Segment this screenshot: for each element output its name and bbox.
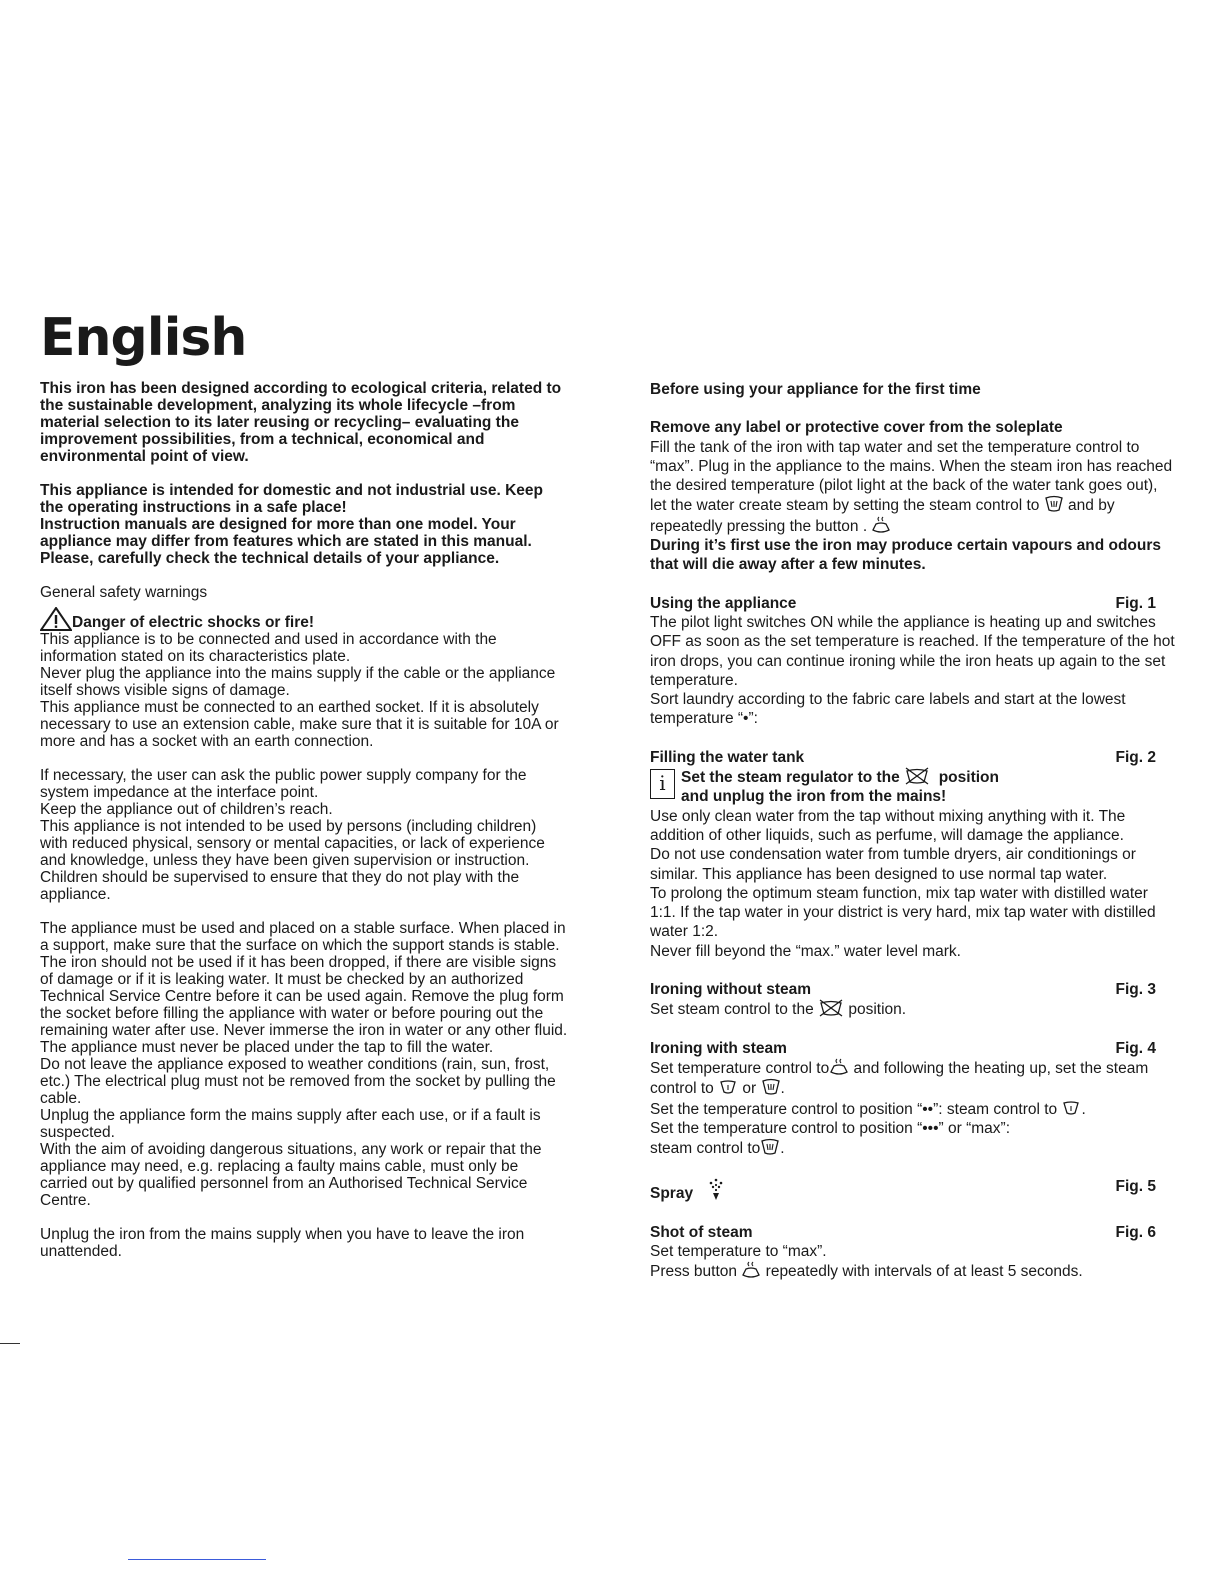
fig6-label: Fig. 6 (1115, 1223, 1156, 1241)
temp-position-2-text: Set the temperature control to position “••”: steam control to . (650, 1100, 1086, 1118)
shot-text-1: Set temperature to “max”. (650, 1242, 827, 1260)
safety-p5: Keep the appliance out of children’s reach. (40, 801, 333, 818)
with-steam-text: Set temperature control to and following the heating up, set the steam control to or . (650, 1059, 1149, 1098)
using-heading: Using the appliance (650, 594, 797, 612)
safety-p1: This appliance is to be connected and used in accordance with the information stated on its characteristics plate. (40, 631, 497, 665)
spray-icon (706, 1177, 726, 1201)
safety-p11: Unplug the appliance form the mains supply after each use, or if a fault is suspected. (40, 1107, 541, 1141)
steam-max-icon (760, 1138, 780, 1156)
fig2-label: Fig. 2 (1115, 748, 1156, 766)
steam-min-icon (1061, 1099, 1081, 1117)
left-column (40, 380, 568, 1260)
shot-text-2: Press button repeatedly with intervals of at least 5 seconds. (650, 1263, 1083, 1281)
first-use-warning: During it’s first use the iron may produce certain vapours and odours that will die away after a few minutes. (650, 537, 1162, 574)
footer-rule (128, 1559, 266, 1560)
margin-mark (0, 1343, 20, 1344)
without-steam-text: Set steam control to the position. (650, 1001, 907, 1019)
safety-p7: Children should be supervised to ensure that they do not play with the appliance. (40, 869, 520, 903)
info-icon: i (650, 769, 675, 799)
safety-p9: The iron should not be used if it has been dropped, if there are visible signs of damage or if it is leaking water. It must be checked by an authorized Technical Service Centre before it can be used again. Remove the plug form the socket before filling the appliance with water or before pouring out the remaining water after use. Never immerse the iron in water or any other fluid. The appliance must never be placed under the tap to fill the water. (40, 954, 568, 1056)
right-column (650, 380, 1178, 1282)
safety-p12: With the aim of avoiding dangerous situations, any work or repair that the appliance may need, e.g. replacing a faulty mains cable, must only be carried out by qualified personnel from an Authorised Technical Service Centre. (40, 1141, 542, 1209)
warning-triangle-icon (40, 607, 72, 631)
info-notice: i Set the steam regulator to the position and unplug the iron from the mains! (650, 767, 1178, 807)
fig5-label: Fig. 5 (1115, 1178, 1156, 1196)
safety-p8: The appliance must be used and placed on a stable surface. When placed in a support, make sure that the surface on which the support stands is stable. (40, 920, 566, 954)
shot-of-steam-button-icon (741, 1261, 761, 1279)
safety-p6: This appliance is not intended to be used by persons (including children) with reduced physical, sensory or mental capacities, or lack of experience and knowledge, unless they have been given supervision or instruction. (40, 818, 545, 869)
prolong-text: To prolong the optimum steam function, mix tap water with distilled water 1:1. If the tap water in your district is very hard, mix tap water with distilled water 1:2. (650, 884, 1156, 941)
shot-of-steam-heading: Shot of steam (650, 1223, 753, 1241)
page-title: English (40, 308, 247, 368)
remove-label-heading: Remove any label or protective cover from the soleplate (650, 419, 1063, 437)
using-text: The pilot light switches ON while the appliance is heating up and switches OFF as soon as the set temperature is reached. If the temperature of the hot iron drops, you can continue ironing while the iron heats up again to the set temperature. (650, 613, 1175, 689)
fill-tank-text: Fill the tank of the iron with tap water and set the temperature control to “max”. Plug in the appliance to the mains. When the steam iron has reached the desired temperature (pilot light at the back of the water tank goes out), let the water create steam by setting the steam control to and by repeatedly pressing the button . (650, 438, 1173, 535)
condensation-text: Do not use condensation water from tumble dryers, air conditionings or similar. This appliance has been designed to use normal tap water. (650, 846, 1136, 883)
safety-p4: If necessary, the user can ask the public power supply company for the system impedance at the interface point. (40, 767, 527, 801)
steam-max-icon (761, 1078, 781, 1096)
with-steam-heading: Ironing with steam (650, 1039, 787, 1057)
unplug-warning: and unplug the iron from the mains! (681, 788, 947, 806)
clean-water-text: Use only clean water from the tap without mixing anything with it. The addition of other liquids, such as perfume, will damage the appliance. (650, 807, 1126, 844)
temp-position-3-text: Set the temperature control to position “•••” or “max”: steam control to . (650, 1119, 1011, 1158)
safety-p10: Do not leave the appliance exposed to weather conditions (rain, sun, frost, etc.) The electrical plug must not be removed from the socket by pulling the cable. (40, 1056, 556, 1107)
without-steam-heading: Ironing without steam (650, 981, 812, 999)
fig1-label: Fig. 1 (1115, 594, 1156, 612)
never-fill-text: Never fill beyond the “max.” water level mark. (650, 942, 961, 960)
shot-of-steam-button-icon (829, 1058, 849, 1076)
danger-heading-row (40, 607, 568, 631)
first-time-heading: Before using your appliance for the first time (650, 381, 981, 398)
with-steam-heading-row (650, 1039, 1178, 1058)
spray-heading-row (650, 1177, 1178, 1203)
safety-heading: General safety warnings (40, 584, 208, 601)
filling-heading-row (650, 748, 1178, 767)
sort-text: Sort laundry according to the fabric care labels and start at the lowest temperature “•”: (650, 691, 1126, 728)
safety-p13: Unplug the iron from the mains supply when you have to leave the iron unattended. (40, 1226, 525, 1260)
intro-paragraph: This iron has been designed according to ecological criteria, related to the sustainable development, analyzing its whole lifecycle –from material selection to its later reusing or recycling– evaluating the improvement possibilities, from a technical, economical and environmental point of view. (40, 380, 562, 465)
safety-p2: Never plug the appliance into the mains supply if the cable or the appliance itself shows visible signs of damage. (40, 665, 556, 699)
filling-heading: Filling the water tank (650, 748, 805, 766)
domestic-use-paragraph: This appliance is intended for domestic and not industrial use. Keep the operating instructions in a safe place! (40, 482, 543, 516)
shot-heading-row (650, 1223, 1178, 1242)
fig3-label: Fig. 3 (1115, 981, 1156, 999)
fig4-label: Fig. 4 (1115, 1039, 1156, 1057)
spray-heading: Spray (650, 1177, 726, 1203)
safety-p3: This appliance must be connected to an earthed socket. If it is absolutely necessary to use an extension cable, make sure that it is suitable for 10A or more and has a socket with an earth connection. (40, 699, 559, 750)
steam-min-icon (718, 1078, 738, 1096)
no-steam-icon (818, 999, 844, 1017)
manuals-paragraph: Instruction manuals are designed for more than one model. Your appliance may differ from features which are stated in this manual. Please, carefully check the technical details of your appliance. (40, 516, 532, 567)
no-steam-icon (904, 767, 930, 785)
danger-heading: Danger of electric shocks or fire! (72, 614, 315, 631)
steam-max-icon (1044, 495, 1064, 513)
without-steam-heading-row (650, 980, 1178, 999)
shot-of-steam-button-icon (871, 516, 891, 534)
using-heading-row (650, 594, 1178, 613)
